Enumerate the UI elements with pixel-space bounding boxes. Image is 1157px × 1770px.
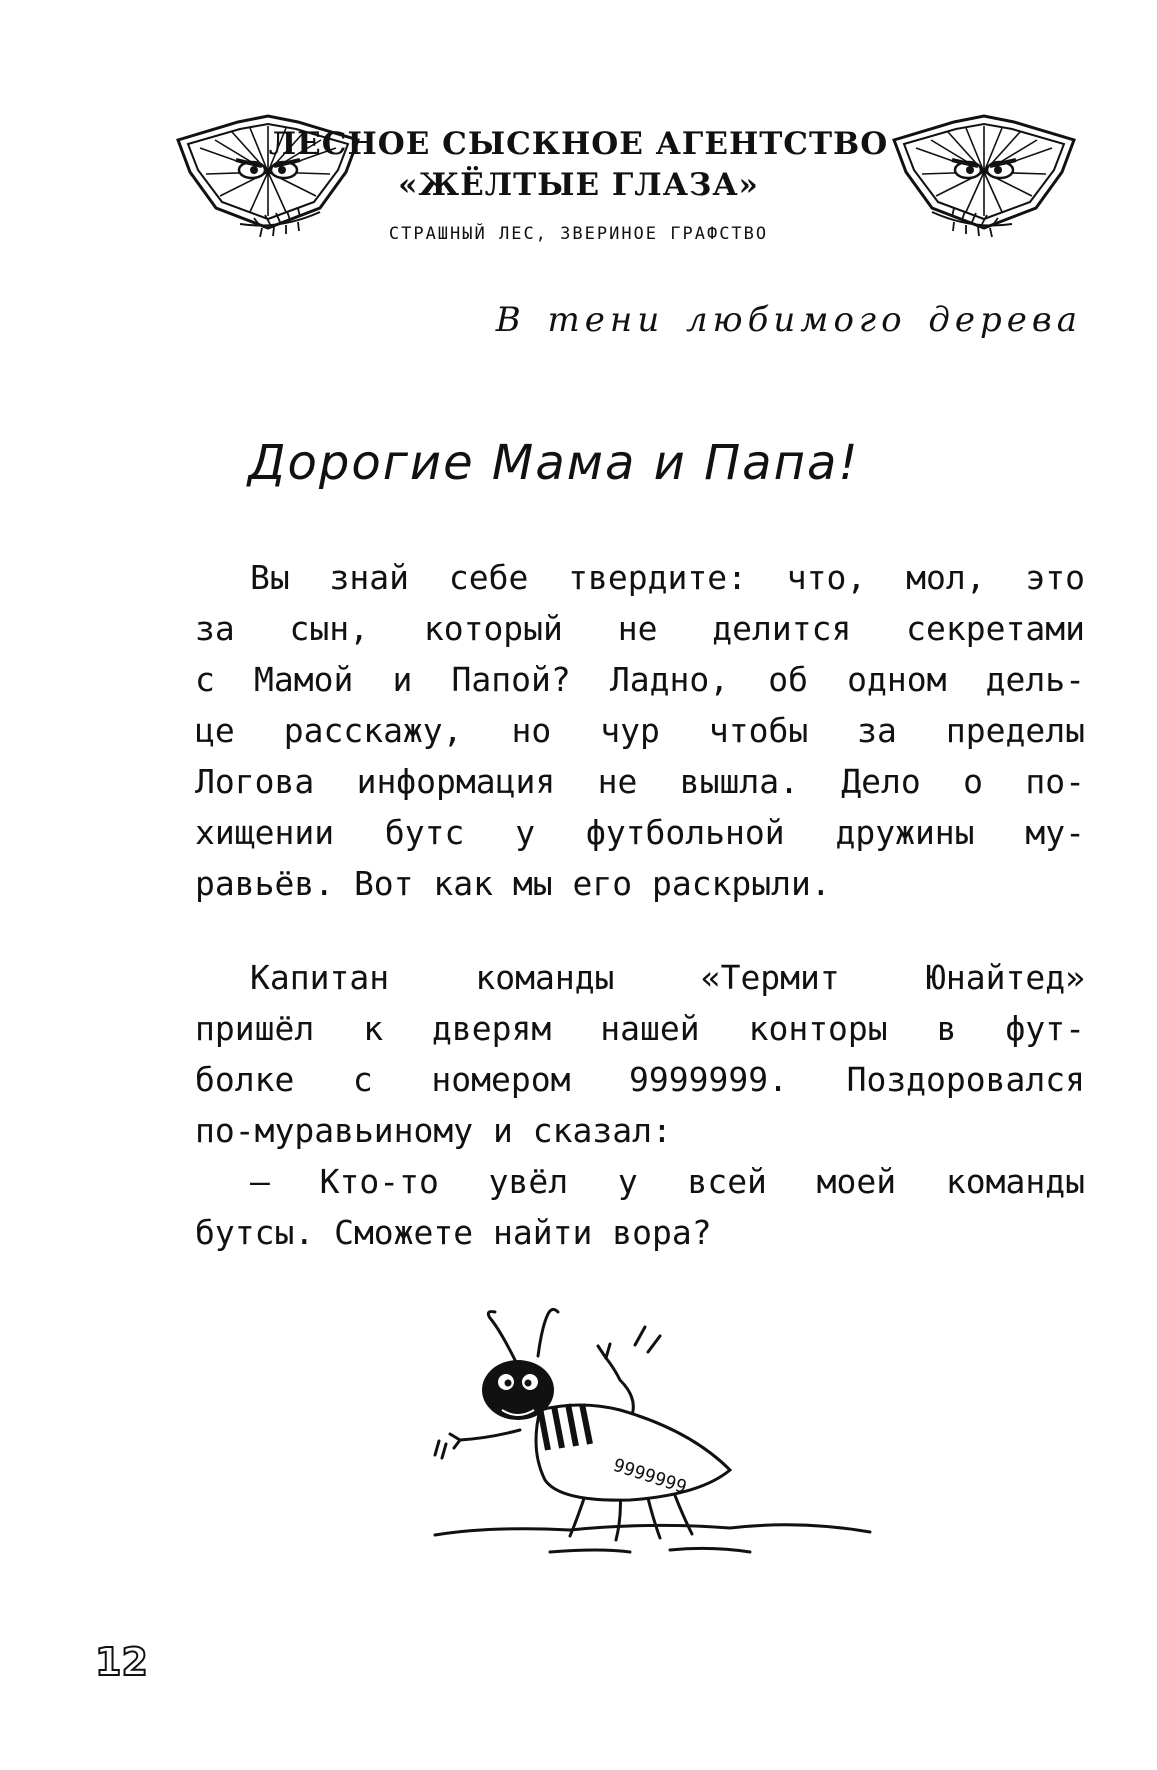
termite-captain-icon xyxy=(430,1290,880,1580)
text-line: хищении бутс у футбольной дружины му- xyxy=(195,813,1085,852)
text-line: за сын, который не делится секретами xyxy=(195,609,1085,648)
agency-address: СТРАШНЫЙ ЛЕС, ЗВЕРИНОЕ ГРАФСТВО xyxy=(388,224,769,244)
text-line: це расскажу, но чур чтобы за пределы xyxy=(195,711,1085,750)
owl-eyes-crest-icon xyxy=(886,112,1082,242)
paragraph-1 xyxy=(195,552,1085,909)
agency-name-line2: «ЖЁЛТЫЕ ГЛАЗА» xyxy=(398,167,759,203)
text-line: равьёв. Вот как мы его раскрыли. xyxy=(195,864,831,903)
text-line: Вы знай себе твердите: что, мол, это xyxy=(250,558,1085,597)
text-line: по-муравьиному и сказал: xyxy=(195,1111,672,1150)
paragraph-2 xyxy=(195,952,1085,1258)
text-line: — Кто-то увёл у всей моей команды xyxy=(250,1162,1085,1201)
agency-name-line1: ЛЕСНОЕ СЫСКНОЕ АГЕНТСТВО xyxy=(268,126,889,162)
letterhead xyxy=(0,100,1157,260)
letter-greeting: Дорогие Мама и Папа! xyxy=(248,435,860,491)
text-line: пришёл к дверям нашей конторы в фут- xyxy=(195,1009,1085,1048)
page-number: 12 xyxy=(95,1640,148,1684)
text-line: болке с номером 9999999. Поздоровался xyxy=(195,1060,1085,1099)
letter-place-line: В тени любимого дерева xyxy=(495,300,1082,340)
text-line: Логова информация не вышла. Дело о по- xyxy=(195,762,1085,801)
shirt-number: 9999999 xyxy=(610,1454,690,1499)
text-line: с Мамой и Папой? Ладно, об одном дель- xyxy=(195,660,1085,699)
text-line: бутсы. Сможете найти вора? xyxy=(195,1213,712,1252)
text-line: Капитан команды «Термит Юнайтед» xyxy=(250,958,1085,997)
